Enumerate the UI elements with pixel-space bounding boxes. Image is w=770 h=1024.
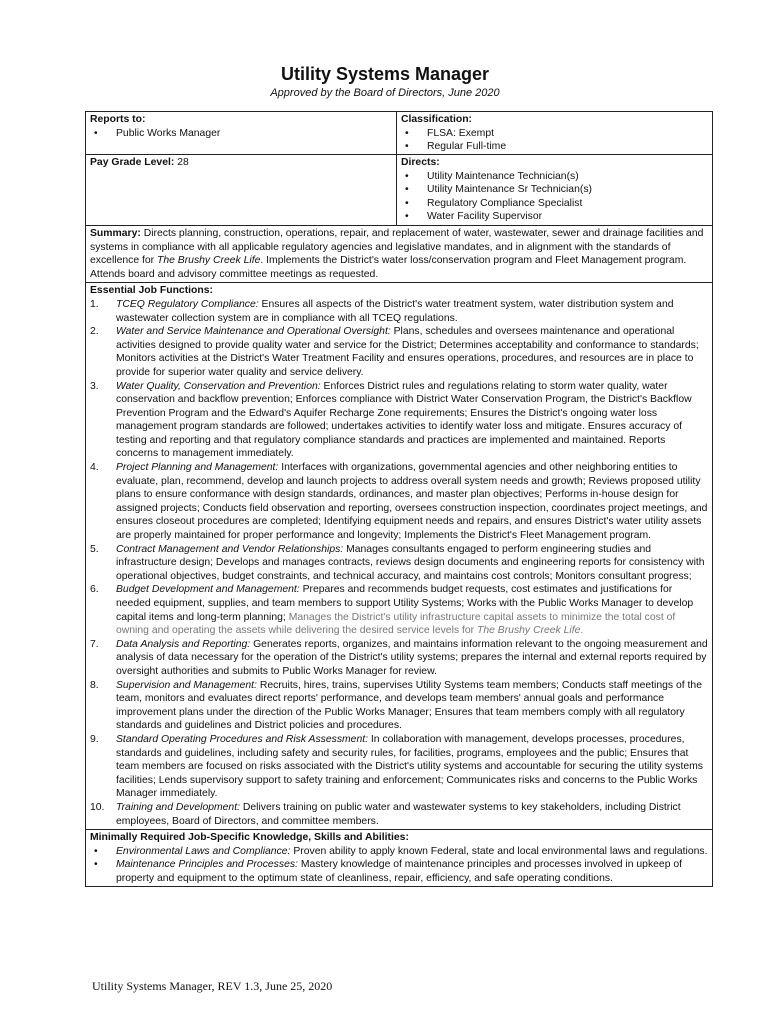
- directs-cell: [397, 155, 712, 225]
- item-number: 8.: [90, 679, 99, 691]
- function-revised-text: Manages the District's utility infrastructure capital assets to minimize the total cost of owning and operating the assets while delivering the desired service levels for: [116, 611, 676, 637]
- item-number: 7.: [90, 638, 99, 650]
- item-number: 2.: [90, 326, 99, 338]
- classification-label: Classification:: [401, 114, 473, 125]
- knowledge-item: [90, 845, 708, 859]
- function-item: [90, 298, 708, 325]
- summary-cell: [86, 226, 712, 282]
- function-item: [90, 638, 708, 679]
- function-item: [90, 583, 708, 637]
- function-text: Prepares and recommends budget requests, cost estimates and justifications for needed equipment, supplies, and team members to support Utility Systems; Works with the Public Works Manager to develop capital items and long-term planning;: [116, 584, 694, 623]
- function-item: [90, 325, 708, 379]
- pay-grade-cell: [86, 155, 396, 171]
- job-description-table: [85, 111, 713, 887]
- knowledge-title: Environmental Laws and Compliance:: [116, 845, 291, 857]
- function-text: Generates reports, organizes, and maintains information relevant to the ongoing measurement and analysis of data necessary for the operation of the District's utility systems; prepares the internal and external reports required by oversight authorities and submits to Public Works Manager for review.: [116, 638, 708, 677]
- item-number: 10.: [90, 801, 105, 813]
- function-title: Contract Management and Vendor Relationships:: [116, 543, 344, 555]
- function-title: Budget Development and Management:: [116, 584, 300, 596]
- function-text: Recruits, hires, trains, supervises Utility Systems team members; Conducts staff meetings of the team, monitors and evaluates direct reports' performance, and develops team members' annual goals and performance improvement plans under the direction of the Public Works Manager; Ensures that team members comply with all regulatory standards and guidelines and District policies and procedures.: [116, 679, 702, 732]
- function-title: Supervision and Management:: [116, 679, 257, 691]
- function-title: Standard Operating Procedures and Risk Assessment:: [116, 733, 369, 745]
- reports-to-label: Reports to:: [90, 114, 146, 125]
- item-number: 4.: [90, 462, 99, 474]
- summary-row: [86, 226, 712, 283]
- reports-to-cell: [86, 112, 396, 155]
- function-revised-italic: The Brushy Creek Life: [477, 625, 581, 637]
- directs-list: [401, 170, 708, 224]
- summary-italic: The Brushy Creek Life: [157, 255, 261, 267]
- item-number: 5.: [90, 543, 99, 555]
- function-title: Water Quality, Conservation and Prevention:: [116, 380, 321, 392]
- list-item: • FLSA: Exempt: [401, 127, 708, 141]
- list-item: • Regular Full-time: [401, 140, 708, 154]
- function-text: Delivers training on public water and wastewater systems to key stakeholders, including District employees, Board of Directors, and committee members.: [116, 801, 681, 827]
- knowledge-row: [86, 830, 712, 886]
- functions-cell: [86, 283, 712, 829]
- functions-list: [90, 298, 708, 828]
- function-item: [90, 679, 708, 733]
- list-item: • Water Facility Supervisor: [401, 210, 708, 224]
- function-item: [90, 380, 708, 462]
- function-title: Project Planning and Management:: [116, 462, 279, 474]
- item-number: 9.: [90, 733, 99, 745]
- item-number: 1.: [90, 298, 99, 310]
- classification-cell: [397, 112, 712, 155]
- function-item: [90, 461, 708, 543]
- function-text: Interfaces with organizations, governmental agencies and other neighboring entities to evaluate, plan, recommend, develop and launch projects to address overall system needs and growth; Reviews proposed utility plans to ensure conformance with design standards, ordinances, and master plan objectives; Performs in-house design for assigned projects; Conducts field observation and reporting, oversees construction inspection, coordinates project meetings, and ensures closeout procedures are completed; Identifying equipment needs and repairs, and ensures District's water utility assets are properly maintained for proper performance and longevity; Implements the District's Fleet Management program.: [116, 462, 708, 542]
- item-number: 6.: [90, 584, 99, 596]
- function-title: TCEQ Regulatory Compliance:: [116, 298, 259, 310]
- approval-note: Approved by the Board of Directors, June 2020: [270, 87, 500, 99]
- functions-label: Essential Job Functions:: [90, 285, 213, 297]
- function-text: Enforces District rules and regulations relating to storm water quality, water conservation and backflow prevention; Enforces compliance with District Water Conservation Program, the District's Backflow Prevention Program and the Edward's Aquifer Recharge Zone requirements; Ensures the District's ongoing water loss management program standards are followed; undertakes activities to identify water loss and mitigate. Ensures accuracy of testing and reporting and that regulatory compliance standards and practices are implemented and maintained. Reports concerns to management immediately.: [116, 380, 692, 460]
- knowledge-label: Minimally Required Job-Specific Knowledge, Skills and Abilities:: [90, 832, 409, 844]
- functions-row: [86, 283, 712, 830]
- knowledge-list: [90, 845, 708, 886]
- summary-text-b: . Implements the District's water loss/conservation program and Fleet Management program. Attends board and advisory committee meetings as requested.: [90, 255, 687, 280]
- list-item: • Utility Maintenance Sr Technician(s): [401, 183, 708, 197]
- directs-label: Directs:: [401, 157, 440, 168]
- function-text: In collaboration with management, develops processes, procedures, standards and guidelines, including safety and security rules, for facilities, programs, employees and the public; Ensures that team members are focused on risks associated with the District's utility systems and accountable for securing the utility systems facilities; Lends supervisory support to safety training and enforcement; Communicates risks and concerns to the Public Works Manager immediately.: [116, 733, 703, 800]
- function-text: Manages consultants engaged to perform engineering studies and infrastructure design; Develops and manages contracts, reviews design documents and engineering reports for consistency with operational objectives, budget constraints, and technical accuracy, and maintains cost controls; Monitors consultant progress;: [116, 543, 705, 582]
- function-title: Training and Development:: [116, 801, 240, 813]
- list-item: • Public Works Manager: [90, 127, 392, 141]
- item-number: 3.: [90, 380, 99, 392]
- summary-label: Summary:: [90, 227, 141, 239]
- pay-grade-label: Pay Grade Level:: [90, 157, 175, 168]
- knowledge-text: Mastery knowledge of maintenance principles and processes involved in upkeep of property and equipment to the optimum state of cleanliness, repair, efficiency, and safe operating conditions.: [116, 859, 683, 884]
- function-item: [90, 733, 708, 801]
- pay-grade-value: 28: [177, 157, 189, 168]
- page-footer: Utility Systems Manager, REV 1.3, June 25, 2020: [92, 979, 333, 993]
- knowledge-cell: [86, 830, 712, 886]
- knowledge-text: Proven ability to apply known Federal, state and local environmental laws and regulations.: [290, 845, 708, 857]
- page-title: Utility Systems Manager: [280, 64, 490, 84]
- left-column: [86, 112, 397, 225]
- function-title: Data Analysis and Reporting:: [116, 638, 251, 650]
- function-item: [90, 543, 708, 584]
- list-item: • Regulatory Compliance Specialist: [401, 197, 708, 211]
- reports-to-list: [90, 127, 392, 141]
- list-item: • Utility Maintenance Technician(s): [401, 170, 708, 184]
- knowledge-item: [90, 858, 708, 885]
- function-item: [90, 801, 708, 828]
- header-row: [86, 112, 712, 226]
- knowledge-title: Maintenance Principles and Processes:: [116, 859, 298, 871]
- function-text: Plans, schedules and oversees maintenance and operational activities designed to provide quality water and service for the District; Determines acceptability and conformance to standards; Monitors activities at the District's Water Treatment Facility and ensures operations, procedures, and resources are in place to provide for superior water quality and service delivery.: [116, 326, 699, 378]
- function-revised-end: .: [580, 625, 584, 637]
- function-text: Ensures all aspects of the District's water treatment system, water distribution system and wastewater collection system are in compliance with all TCEQ regulations.: [116, 298, 674, 324]
- classification-list: [401, 127, 708, 154]
- right-column: [397, 112, 712, 225]
- function-title: Water and Service Maintenance and Operational Oversight:: [116, 326, 391, 338]
- summary-text-a: Directs planning, construction, operations, repair, and replacement of water, wastewater, sewer and drainage facilities and systems in compliance with all applicable regulatory agencies and legislative mandates, and in alignment with the standards of excellence for: [90, 227, 704, 267]
